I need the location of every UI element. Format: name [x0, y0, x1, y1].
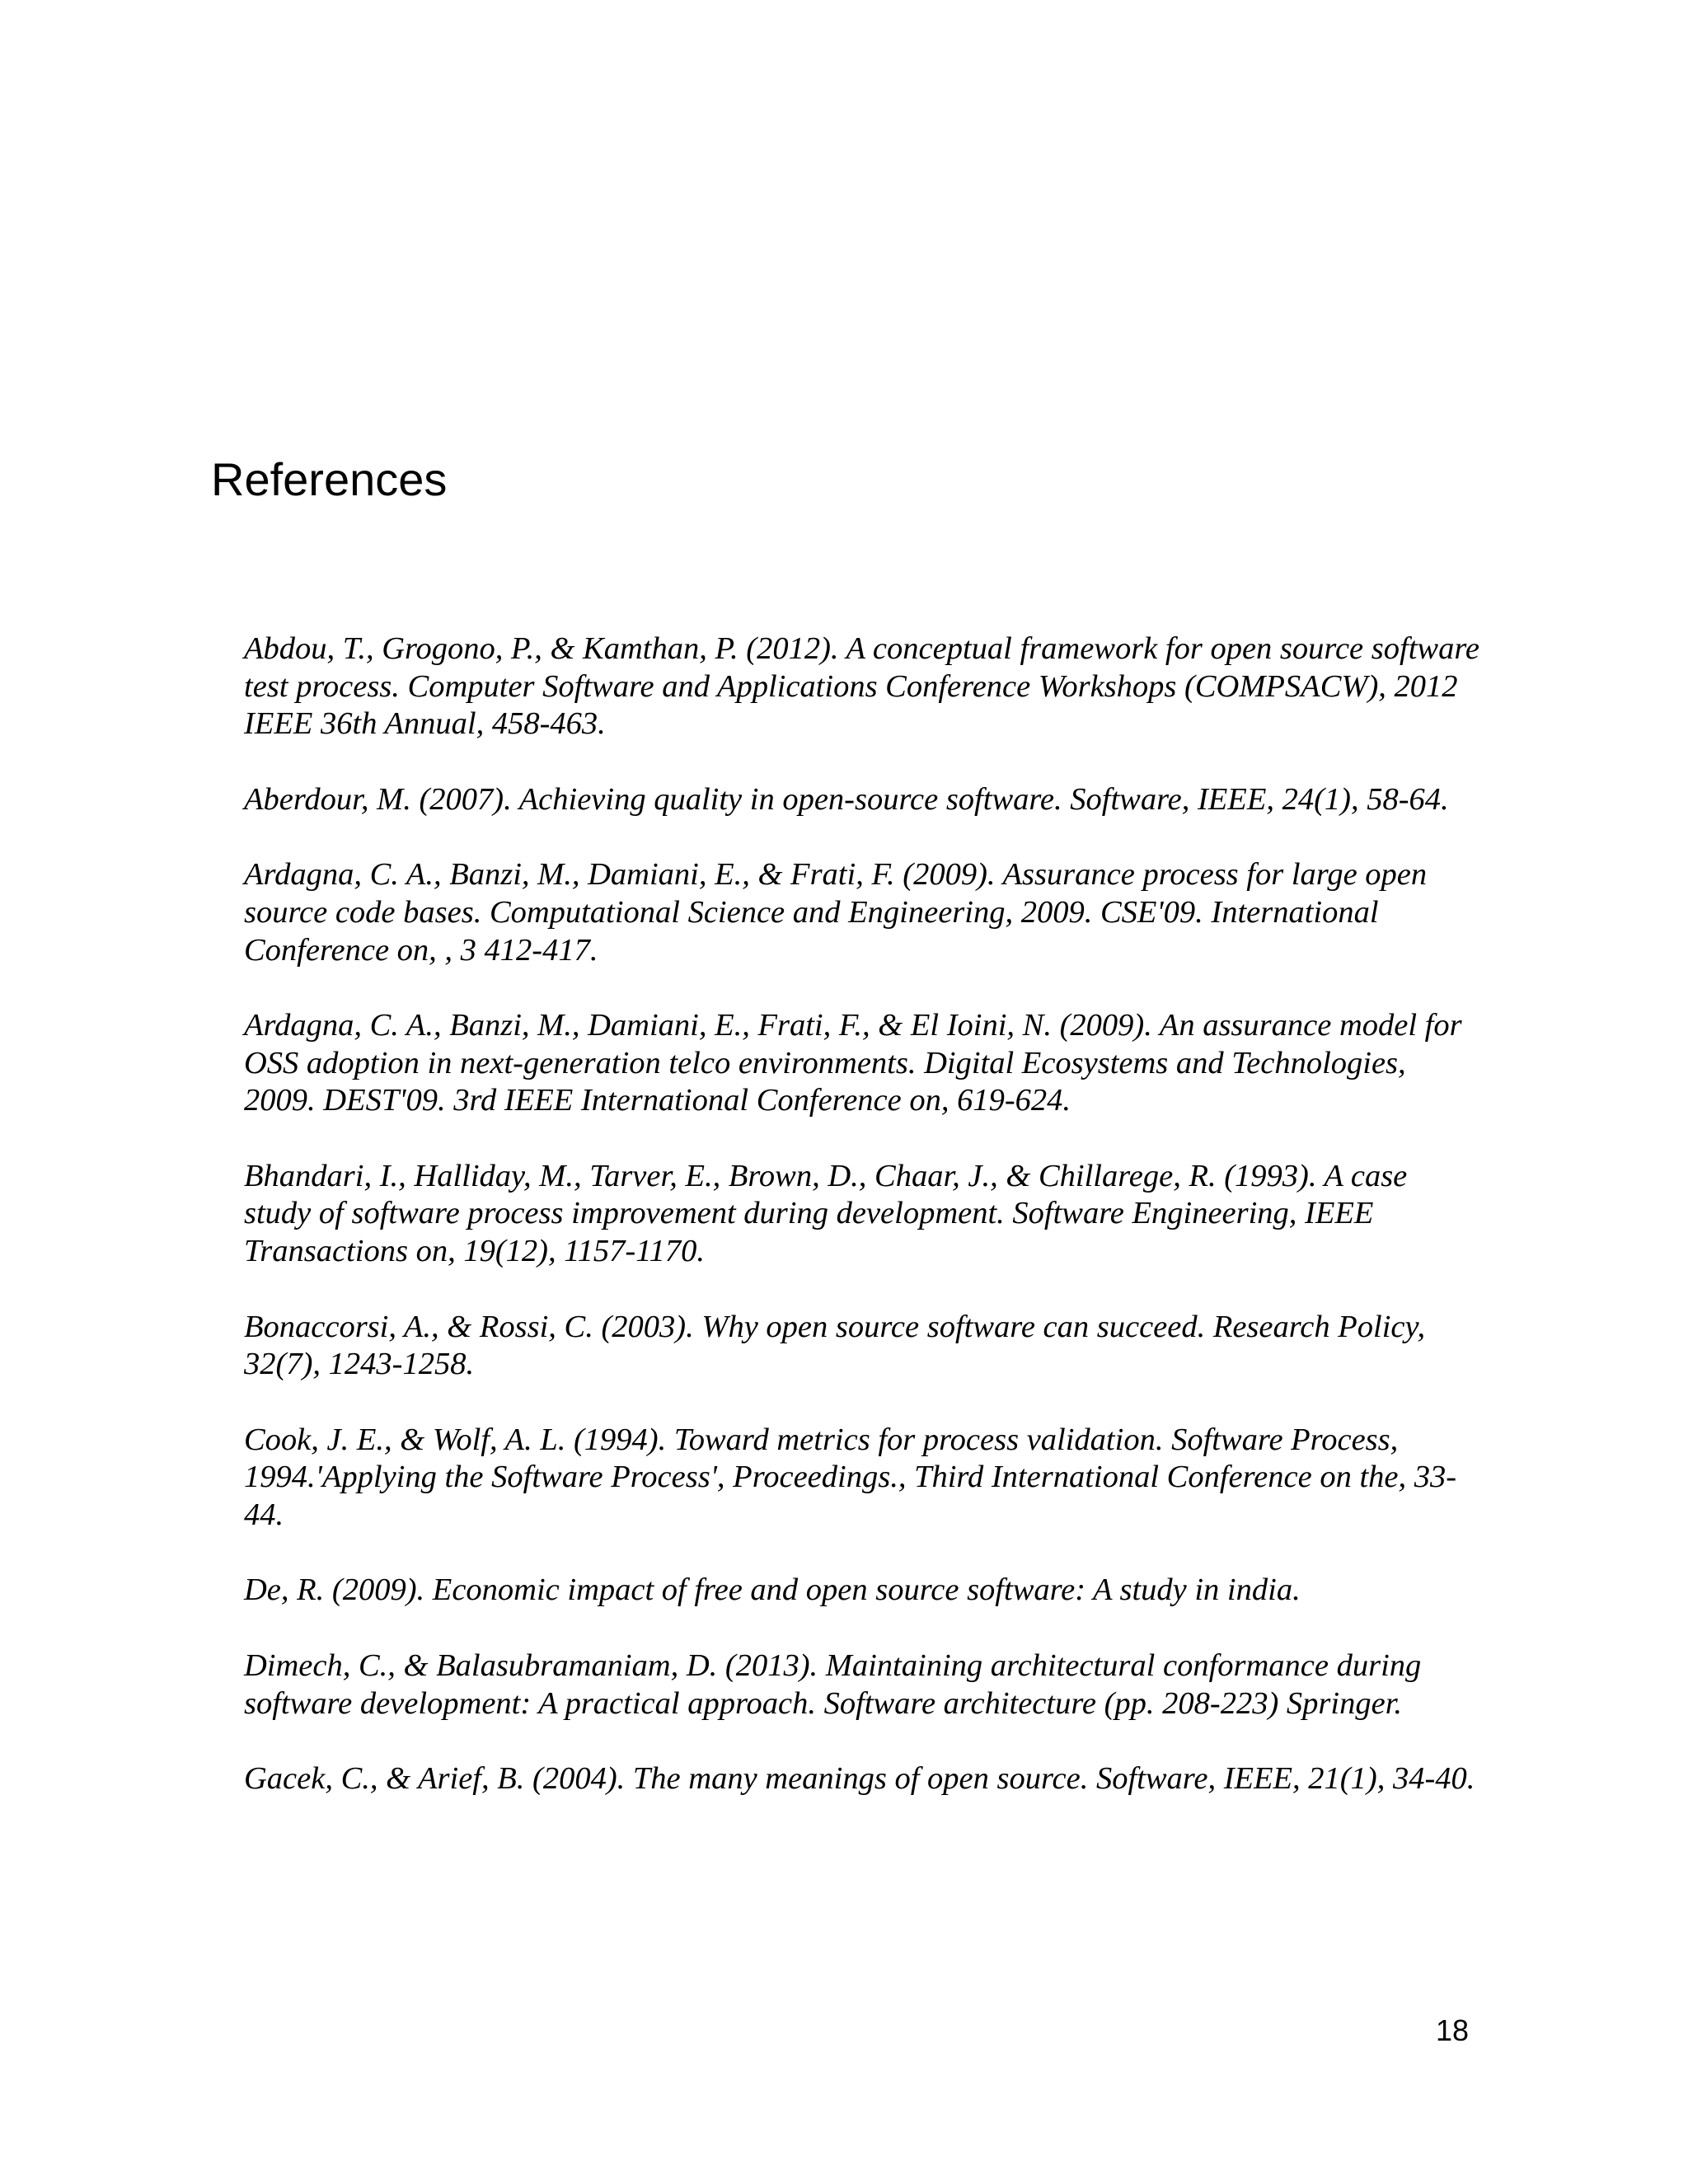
page-title: References: [211, 453, 448, 505]
page-number: 18: [1435, 2013, 1469, 2047]
reference-entry: Ardagna, C. A., Banzi, M., Damiani, E., Frati, F., & El Ioini, N. (2009). An assurance model for OSS adoption in next-generation telco environments. Digital Ecosystems and Technologies, 2009. DEST'09. 3rd IEEE International Conference on, 619-624.: [244, 1007, 1462, 1118]
reference-list: [244, 630, 1480, 1835]
reference-entry: Cook, J. E., & Wolf, A. L. (1994). Toward metrics for process validation. Software Process, 1994.'Applying the Software Process', Proceedings., Third International Conference on the, 33-44.: [244, 1422, 1457, 1533]
reference-entry: Bhandari, I., Halliday, M., Tarver, E., Brown, D., Chaar, J., & Chillarege, R. (1993). A case study of software process improvement during development. Software Engineering, IEEE Transactions on, 19(12), 1157-1170.: [244, 1158, 1408, 1269]
reference-entry: Abdou, T., Grogono, P., & Kamthan, P. (2012). A conceptual framework for open source software test process. Computer Software and Applications Conference Workshops (COMPSACW), 2012 IEEE 36th Annual, 458-463.: [244, 631, 1479, 742]
reference-entry: Dimech, C., & Balasubramaniam, D. (2013). Maintaining architectural conformance during software development: A practical approach. Software architecture (pp. 208-223) Springer.: [244, 1647, 1422, 1721]
reference-entry: Gacek, C., & Arief, B. (2004). The many meanings of open source. Software, IEEE, 21(1), 34-40.: [244, 1760, 1475, 1796]
reference-entry: Aberdour, M. (2007). Achieving quality in open-source software. Software, IEEE, 24(1), 58-64.: [244, 781, 1449, 817]
reference-entry: Bonaccorsi, A., & Rossi, C. (2003). Why open source software can succeed. Research Policy, 32(7), 1243-1258.: [244, 1309, 1426, 1382]
reference-entry: Ardagna, C. A., Banzi, M., Damiani, E., & Frati, F. (2009). Assurance process for large open source code bases. Computational Science and Engineering, 2009. CSE'09. International Conference on, , 3 412-417.: [244, 857, 1428, 968]
reference-entry: De, R. (2009). Economic impact of free and open source software: A study in india.: [244, 1572, 1301, 1608]
